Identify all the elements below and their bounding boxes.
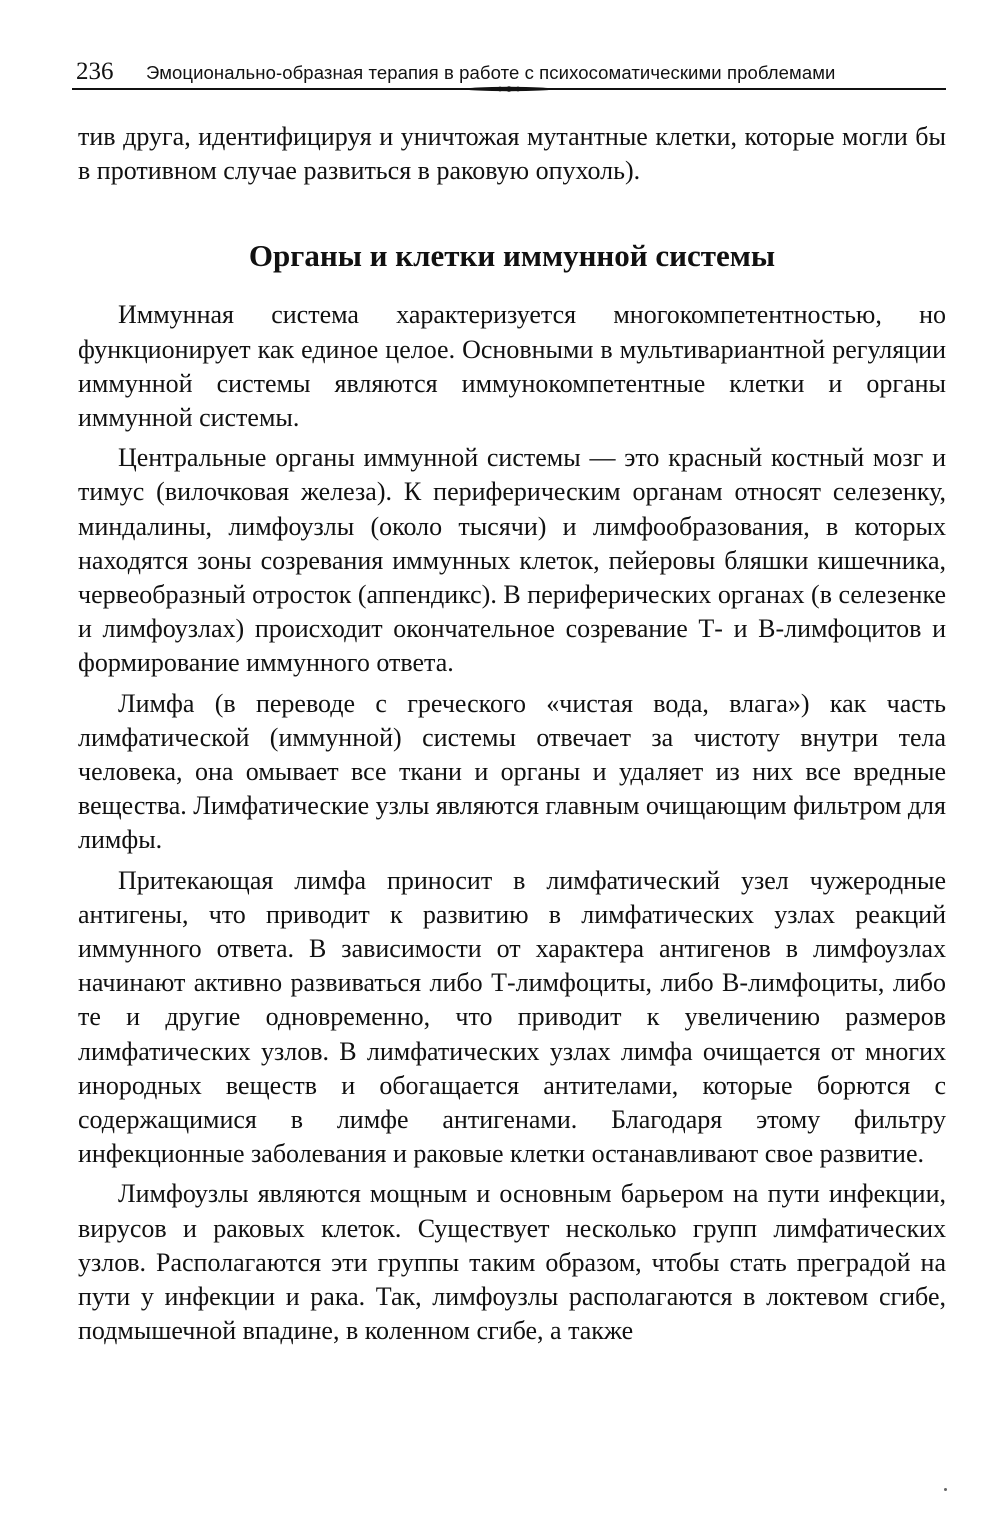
paragraph-lymph: Лимфа (в переводе с греческого «чистая вода, влага») как часть лимфатической (иммунной) системы отвечает за чистоту внутри тела человека, она омывает все ткани и органы и удаляет из них все вредные вещества. Лимфатические узлы являются главным очищающим фильтром для лимфы. bbox=[78, 688, 946, 855]
section-title: Органы и клетки иммунной системы bbox=[248, 238, 776, 274]
paragraph-lymph-flow: Притекающая лимфа приносит в лимфатический узел чужеродные антигены, что приводит к развитию в лимфатических узлах реакций иммунного ответа. В зависимости от характера антигенов в лимфоузлах начинают активно развиваться либо Т-лимфоциты, либо В-лимфоциты, либо те и другие одновременно, что приводит к увеличению размеров лимфатических узлов. В лимфатических узлах лимфа очищается от многих инородных веществ и обогащается антителами, которые борются с содержащимися в лимфе антигенами. Благодаря этому фильтру инфекционные заболевания и раковые клетки останавливают свое развитие. bbox=[78, 865, 946, 1169]
page-content bbox=[78, 120, 946, 1349]
running-title: Эмоционально-образная терапия в работе с психосоматическими проблемами bbox=[146, 62, 836, 83]
paragraph-lymph-nodes: Лимфоузлы являются мощным и основным барьером на пути инфекции, вирусов и раковых клеток. Существует несколько групп лимфатических узлов. Располагаются эти группы таким образом, чтобы стать преградой на пути у инфекции и рака. Так, лимфоузлы располагаются в локтевом сгибе, подмышечной впадине, в коленном сгибе, а также bbox=[78, 1179, 946, 1346]
paragraph-central-organs: Центральные органы иммунной системы — это красный костный мозг и тимус (вилочковая железа). К периферическим органам относят селезенку, миндалины, лимфоузлы (около тысячи) и лимфообразования, в которых находятся зоны созревания иммунных клеток, пейеровы бляшки кишечника, червеобразный отросток (аппендикс). В периферических органах (в селезенке и лимфоузлах) происходит окончательное созревание Т- и В-лимфоцитов и формирование иммунного ответа. bbox=[78, 443, 946, 678]
scan-speck bbox=[944, 1488, 947, 1491]
running-header bbox=[72, 52, 946, 92]
intro-paragraph: тив друга, идентифицируя и уничтожая мутантные клетки, которые могли бы в противном случае развиться в раковую опухоль). bbox=[78, 122, 946, 186]
paragraph-immune-system: Иммунная система характеризуется многокомпетентностью, но функционирует как единое целое. Основными в мультивариантной регуляции иммунной системы являются иммунокомпетентные клетки и органы иммунной системы. bbox=[78, 300, 946, 433]
page-number: 236 bbox=[76, 58, 114, 85]
header-ornament-icon bbox=[464, 85, 554, 93]
